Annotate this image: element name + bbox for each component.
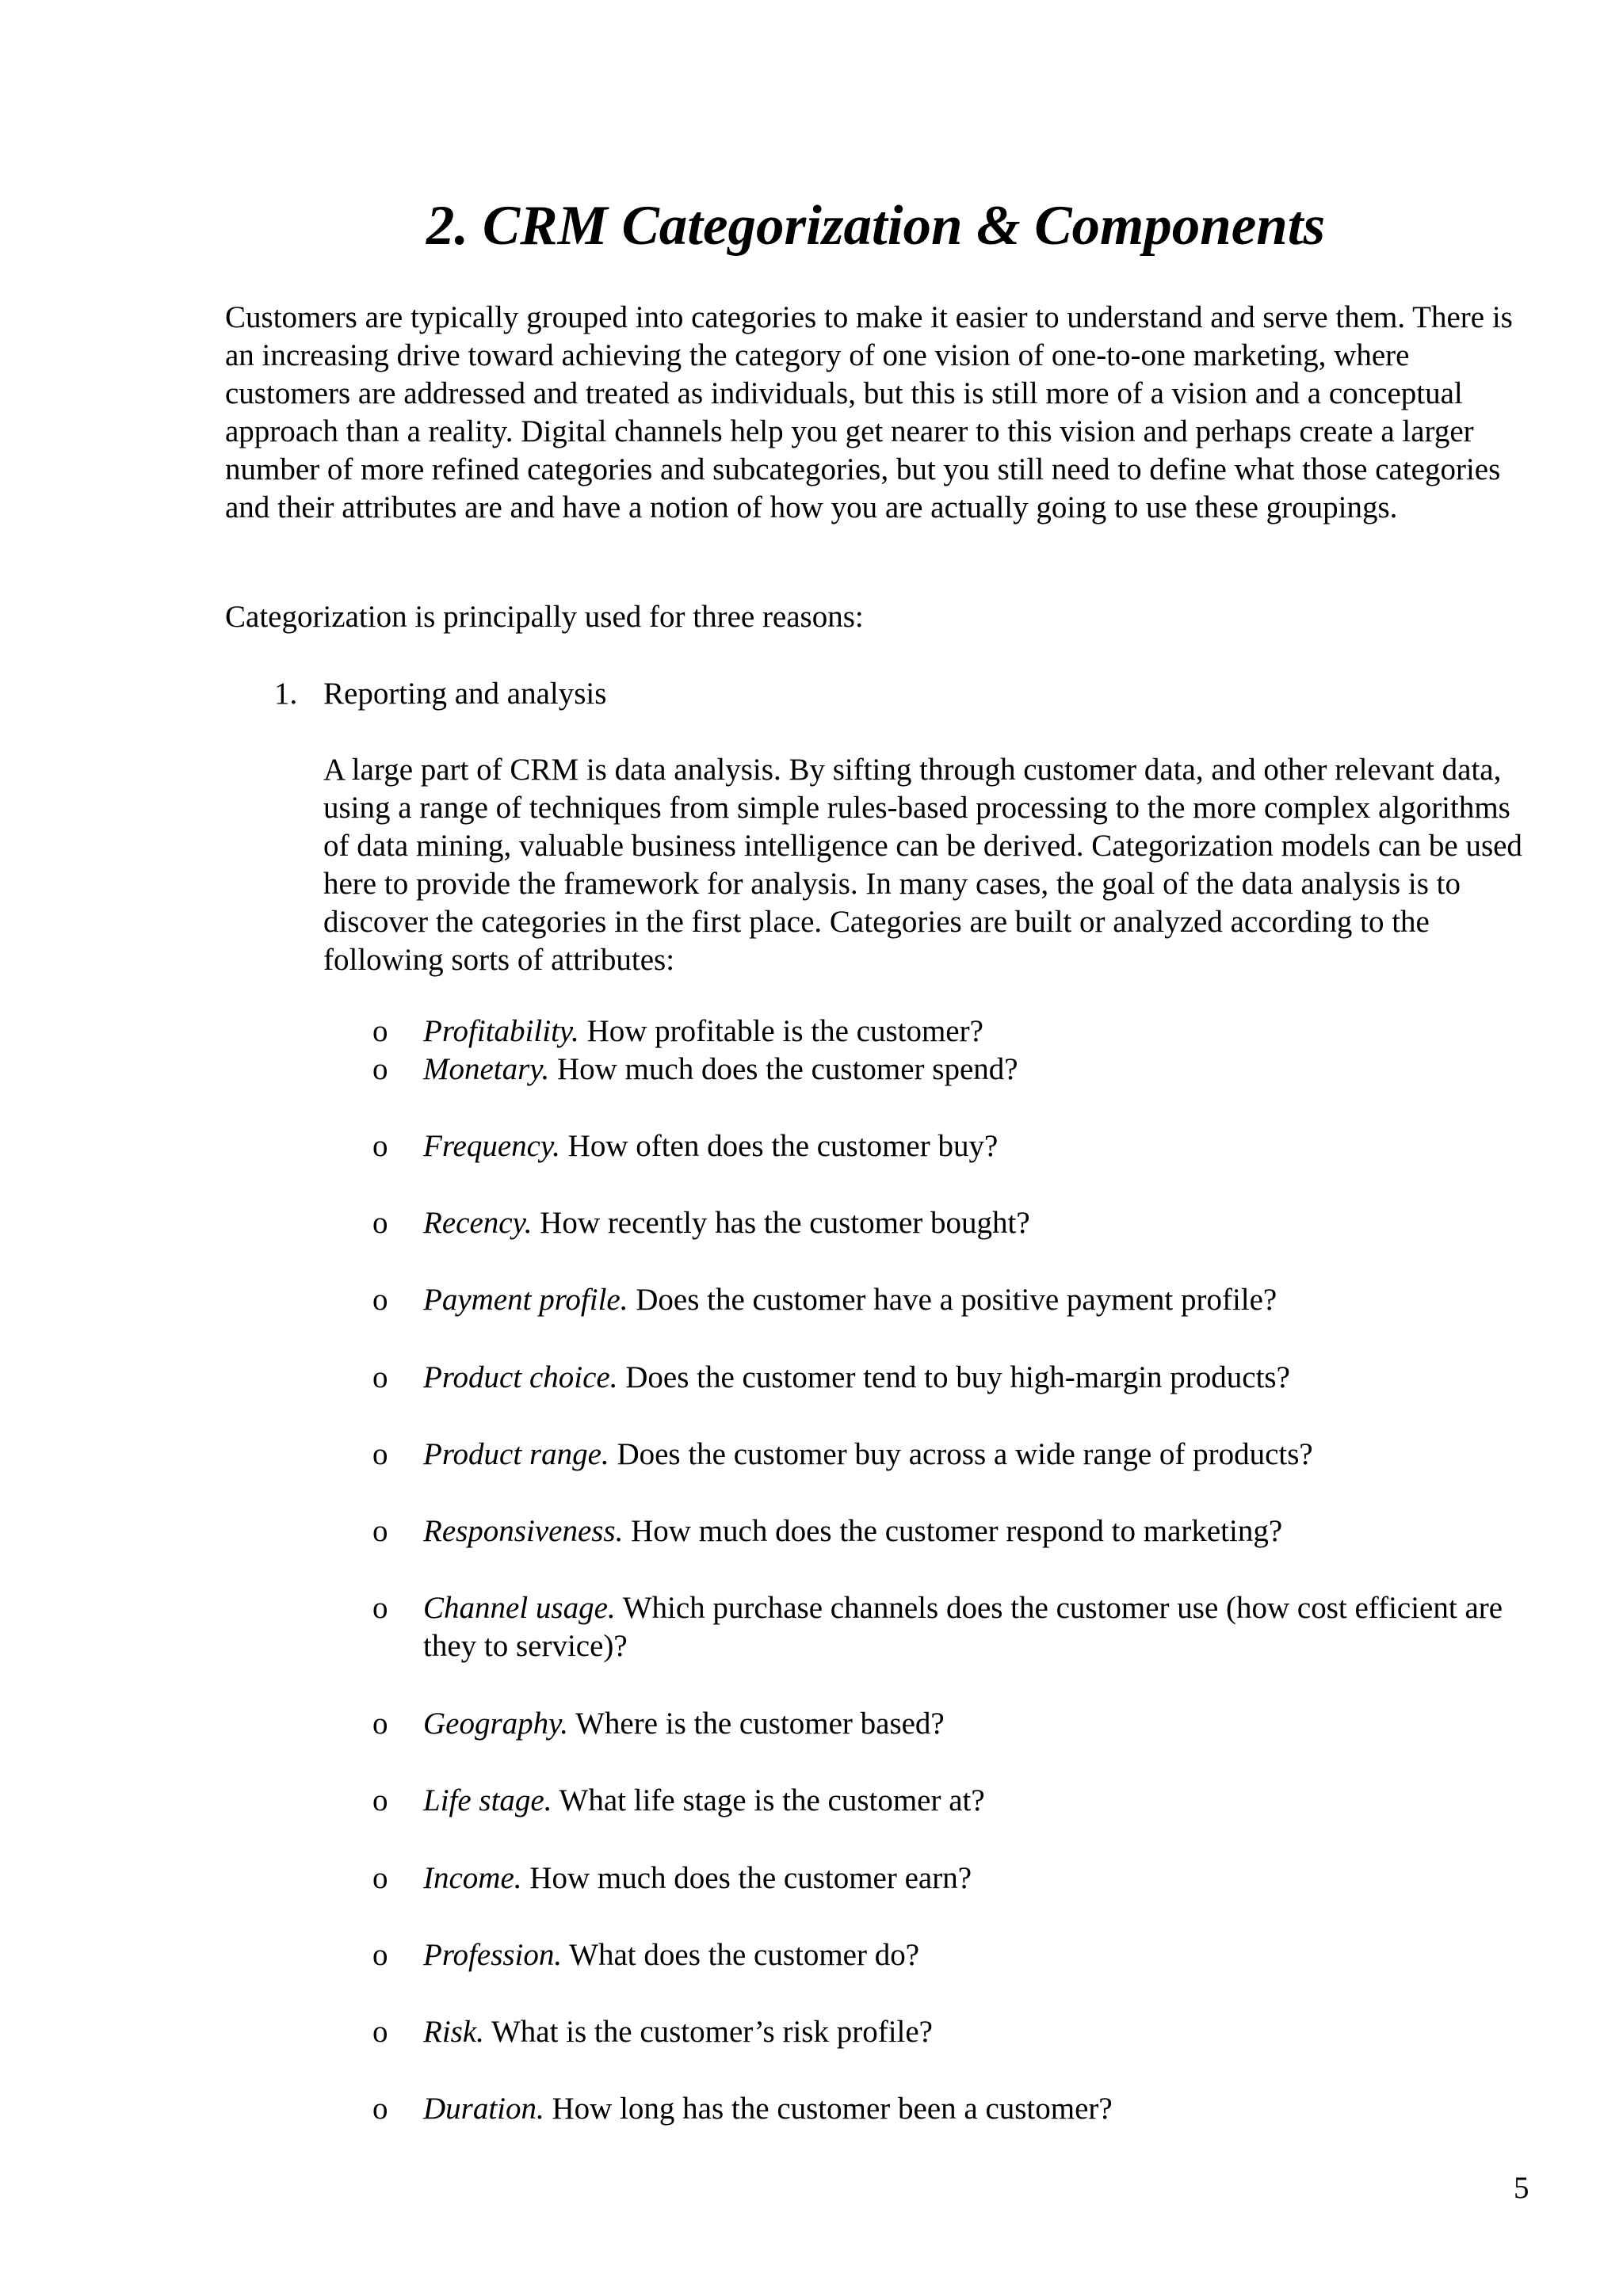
attribute-term: Duration.	[423, 2092, 544, 2126]
bullet-icon: o	[372, 1052, 388, 1086]
attribute-term: Product range.	[423, 1437, 609, 1471]
attribute-item-profession	[372, 1936, 1537, 1974]
attribute-item-product-choice	[372, 1359, 1537, 1397]
intro-paragraph: Customers are typically grouped into categories to make it easier to understand and serve them. There is an increasing drive toward achieving the category of one vision of one-to-one marketing, where customers are addressed and treated as individuals, but this is still more of a vision and a conceptual approach than a reality. Digital channels help you get nearer to this vision and perhaps create a larger number of more refined categories and subcategories, but you still need to define what those categories and their attributes are and have a notion of how you are actually going to use these groupings.	[225, 300, 1513, 524]
lead-sentence: Categorization is principally used for three reasons:	[225, 600, 864, 634]
bullet-icon: o	[372, 1707, 388, 1741]
attribute-item-product-range	[372, 1436, 1537, 1474]
bullet-icon: o	[372, 1514, 388, 1548]
attribute-term: Profession.	[423, 1938, 563, 1972]
attribute-description: Where is the customer based?	[568, 1707, 945, 1741]
attribute-description: Does the customer have a positive payment profile?	[628, 1283, 1277, 1317]
attribute-description: How recently has the customer bought?	[532, 1206, 1030, 1240]
attribute-item-channel-usage	[372, 1589, 1537, 1665]
bullet-icon: o	[372, 1360, 388, 1394]
attribute-term: Channel usage.	[423, 1591, 616, 1625]
attribute-item-life-stage	[372, 1782, 1537, 1820]
attribute-term: Monetary.	[423, 1052, 550, 1086]
attribute-term: Responsiveness.	[423, 1514, 624, 1548]
bullet-icon: o	[372, 1861, 388, 1895]
attribute-item-profitability	[372, 1013, 1537, 1051]
attribute-description: How long has the customer been a customer?	[544, 2092, 1113, 2126]
attribute-term: Life stage.	[423, 1783, 552, 1817]
attribute-item-responsiveness	[372, 1512, 1537, 1550]
bullet-icon: o	[372, 1783, 388, 1817]
bullet-icon: o	[372, 2092, 388, 2126]
attribute-description: How often does the customer buy?	[559, 1129, 999, 1163]
attribute-description: How profitable is the customer?	[579, 1014, 983, 1048]
reason-title: Reporting and analysis	[323, 677, 607, 711]
attribute-description: How much does the customer respond to marketing?	[623, 1514, 1283, 1548]
attribute-description: Which purchase channels does the customer use (how cost efficient are they to service)?	[423, 1591, 1503, 1663]
attribute-description: Does the customer buy across a wide range of products?	[609, 1437, 1313, 1471]
attribute-item-geography	[372, 1705, 1537, 1743]
attribute-term: Risk.	[423, 2015, 484, 2049]
attribute-item-duration	[372, 2090, 1537, 2128]
attribute-term: Geography.	[423, 1707, 569, 1741]
attribute-description: How much does the customer earn?	[521, 1861, 972, 1895]
attribute-term: Income.	[423, 1861, 522, 1895]
bullet-icon: o	[372, 1129, 388, 1163]
bullet-icon: o	[372, 1014, 388, 1048]
page-number: 5	[1514, 2171, 1529, 2205]
attribute-item-recency	[372, 1204, 1537, 1242]
attribute-term: Profitability.	[423, 1014, 579, 1048]
attribute-term: Product choice.	[423, 1360, 618, 1394]
reason-number: 1.	[274, 677, 298, 711]
bullet-icon: o	[372, 1206, 388, 1240]
attribute-description: Does the customer tend to buy high-margin products?	[617, 1360, 1290, 1394]
attribute-description: What does the customer do?	[562, 1938, 920, 1972]
attribute-description: What life stage is the customer at?	[552, 1783, 985, 1817]
attribute-description: What is the customer’s risk profile?	[483, 2015, 933, 2049]
attribute-term: Payment profile.	[423, 1283, 628, 1317]
reason-paragraph: A large part of CRM is data analysis. By sifting through customer data, and other relevant data, using a range of techniques from simple rules-based processing to the more complex algorithms of data mining, valuable business intelligence can be derived. Categorization models can be used here to provide the framework for analysis. In many cases, the goal of the data analysis is to discover the categories in the first place. Categories are built or analyzed according to the following sorts of attributes:	[323, 753, 1522, 977]
page-title: 2. CRM Categorization & Components	[426, 195, 1326, 257]
bullet-icon: o	[372, 1437, 388, 1471]
attribute-term: Recency.	[423, 1206, 533, 1240]
bullet-icon: o	[372, 1591, 388, 1625]
attribute-term: Frequency.	[423, 1129, 560, 1163]
attribute-item-income	[372, 1859, 1537, 1897]
attribute-description: How much does the customer spend?	[549, 1052, 1018, 1086]
attribute-item-frequency	[372, 1127, 1537, 1165]
bullet-icon: o	[372, 2015, 388, 2049]
attribute-item-risk	[372, 2013, 1537, 2051]
attribute-item-monetary	[372, 1051, 1537, 1089]
attribute-item-payment-profile	[372, 1281, 1537, 1319]
bullet-icon: o	[372, 1283, 388, 1317]
bullet-icon: o	[372, 1938, 388, 1972]
